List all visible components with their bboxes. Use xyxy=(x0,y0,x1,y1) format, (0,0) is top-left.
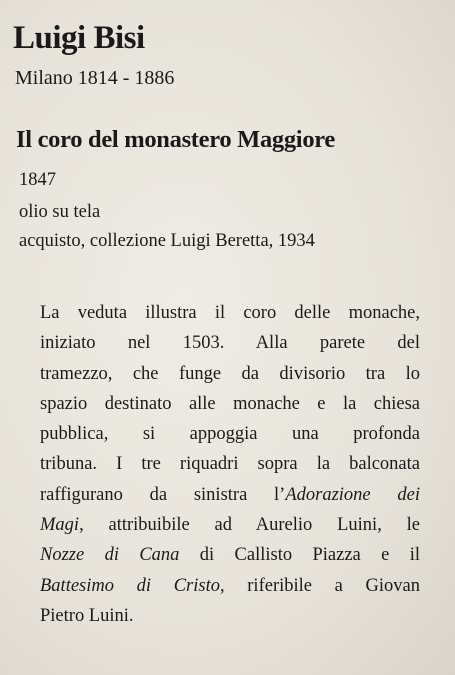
work-year: 1847 xyxy=(19,170,56,190)
description-line: La veduta illustra il coro delle monache, xyxy=(40,303,420,323)
description-text: , attribuibile ad Aurelio Luini, le xyxy=(79,515,420,536)
artist-name: Luigi Bisi xyxy=(13,20,145,56)
work-provenance: acquisto, collezione Luigi Beretta, 1934 xyxy=(19,231,315,251)
description-line xyxy=(40,480,420,510)
description-line: tramezzo, che funge da divisorio tra lo xyxy=(40,363,420,384)
description-line xyxy=(40,540,420,570)
work-description xyxy=(40,298,420,631)
description-text: , riferibile a Giovan xyxy=(219,575,420,596)
work-title: Il coro del monastero Maggiore xyxy=(16,126,335,153)
artwork-title-nozze: Nozze di Cana xyxy=(40,545,180,566)
description-line: spazio destinato alle monache e la chiesa xyxy=(40,393,420,414)
description-line: Pietro Luini. xyxy=(40,605,134,626)
artist-dates: Milano 1814 - 1886 xyxy=(15,67,175,89)
description-text: di Callisto Piazza e il xyxy=(179,545,420,566)
artwork-title-adorazione: Adorazione dei xyxy=(285,484,420,505)
description-line xyxy=(40,510,420,540)
description-line: pubblica, si appoggia una profonda xyxy=(40,424,420,445)
description-text: raffigurano da sinistra l’ xyxy=(40,484,286,505)
artwork-title-battesimo: Battesimo di Cristo xyxy=(40,575,220,596)
description-line: tribuna. I tre riquadri sopra la balconata xyxy=(40,454,420,475)
description-line: iniziato nel 1503. Alla parete del xyxy=(40,333,420,354)
work-medium: olio su tela xyxy=(19,202,101,222)
artwork-title-magi: Magi xyxy=(40,515,80,536)
description-line xyxy=(40,571,420,601)
